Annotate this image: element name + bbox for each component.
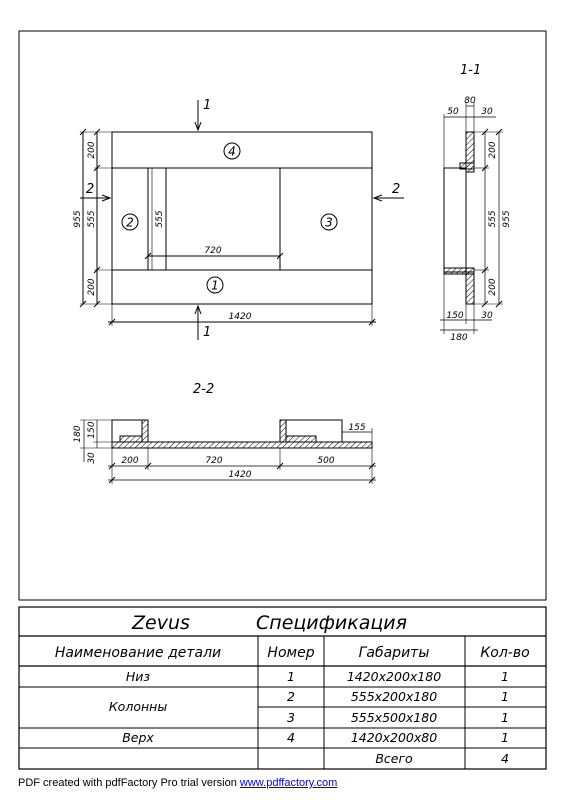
s11-dim-150: 150 [446,311,464,321]
part-2-label: 2 [126,215,134,230]
spec-row-3-qty: 1 [501,710,509,725]
spec-row-4-name: Верх [122,730,154,745]
s11-dim-80: 80 [464,96,476,106]
s11-bottom-slab [466,272,474,304]
spec-row-2-name: Колонны [108,699,168,714]
spec-table [19,607,546,769]
cut-label-top: 1 [203,98,212,113]
spec-row-4-size: 1420x200x80 [350,730,438,745]
s11-dim-30-top: 30 [481,107,493,117]
spec-row-1-qty: 1 [501,669,509,684]
s22-dim-1420: 1420 [228,470,252,480]
s11-dim-200-top: 200 [488,141,498,159]
s11-dim-200-bottom: 200 [488,278,498,296]
footer-text: PDF created with pdfFactory Pro trial version [18,777,240,789]
drawing-frame [19,31,546,600]
s11-column-body [444,168,466,272]
section-2-2-title: 2-2 [193,382,215,397]
dim-left-200-bottom: 200 [87,278,97,296]
s11-dim-955: 955 [502,210,512,228]
spec-row-1-name: Низ [125,669,151,684]
spec-row-1-size: 1420x200x180 [346,669,442,684]
s11-dim-50: 50 [447,107,459,117]
spec-row-3-size: 555x500x180 [350,710,438,725]
pdf-footer [18,777,337,789]
dim-left-555: 555 [87,210,97,228]
s22-dim-720: 720 [205,456,223,466]
part-4-label: 4 [228,144,236,159]
plan-view [73,98,404,340]
section-2-2 [73,382,376,484]
footer-link[interactable]: www.pdffactory.com [239,777,338,789]
spec-total-qty: 4 [501,751,509,766]
dim-total-1420: 1420 [228,312,252,322]
spec-row-2-number: 2 [287,689,295,704]
spec-row-2-size: 555x200x180 [350,689,438,704]
dim-inner-555: 555 [155,210,165,228]
spec-row-3-number: 3 [287,710,295,725]
spec-row-2-qty: 1 [501,689,509,704]
dim-left-955: 955 [73,210,83,228]
spec-header-qty: Кол-во [480,645,530,661]
spec-brand: Zevus [132,612,190,634]
cut-label-right: 2 [392,182,401,197]
section-1-1 [440,63,512,343]
spec-header-name: Наименование детали [54,645,222,661]
s11-dim-180: 180 [450,333,468,343]
cut-label-left: 2 [86,182,95,197]
spec-row-4-number: 4 [287,730,295,745]
s22-dim-30: 30 [87,452,97,464]
s22-dim-180: 180 [73,425,83,443]
spec-title: Спецификация [256,612,408,634]
s11-dim-30-bottom: 30 [481,311,493,321]
spec-row-4-qty: 1 [501,730,509,745]
s11-dim-555: 555 [488,210,498,228]
spec-header-size: Габариты [358,645,430,661]
s22-dim-500: 500 [317,456,335,466]
s22-dim-150: 150 [87,421,97,439]
spec-total-label: Всего [375,751,413,766]
s22-dim-200: 200 [121,456,139,466]
section-1-1-title: 1-1 [460,63,482,78]
dim-inner-720: 720 [204,246,222,256]
plan-outline [112,132,372,304]
part-3-label: 3 [325,215,333,230]
spec-row-1-number: 1 [287,669,295,684]
s22-base-slab [112,442,372,448]
spec-header-number: Номер [267,645,315,661]
part-1-label: 1 [211,278,219,293]
s22-dim-155: 155 [348,423,366,433]
dim-left-200-top: 200 [87,141,97,159]
cut-label-bottom: 1 [203,325,212,340]
